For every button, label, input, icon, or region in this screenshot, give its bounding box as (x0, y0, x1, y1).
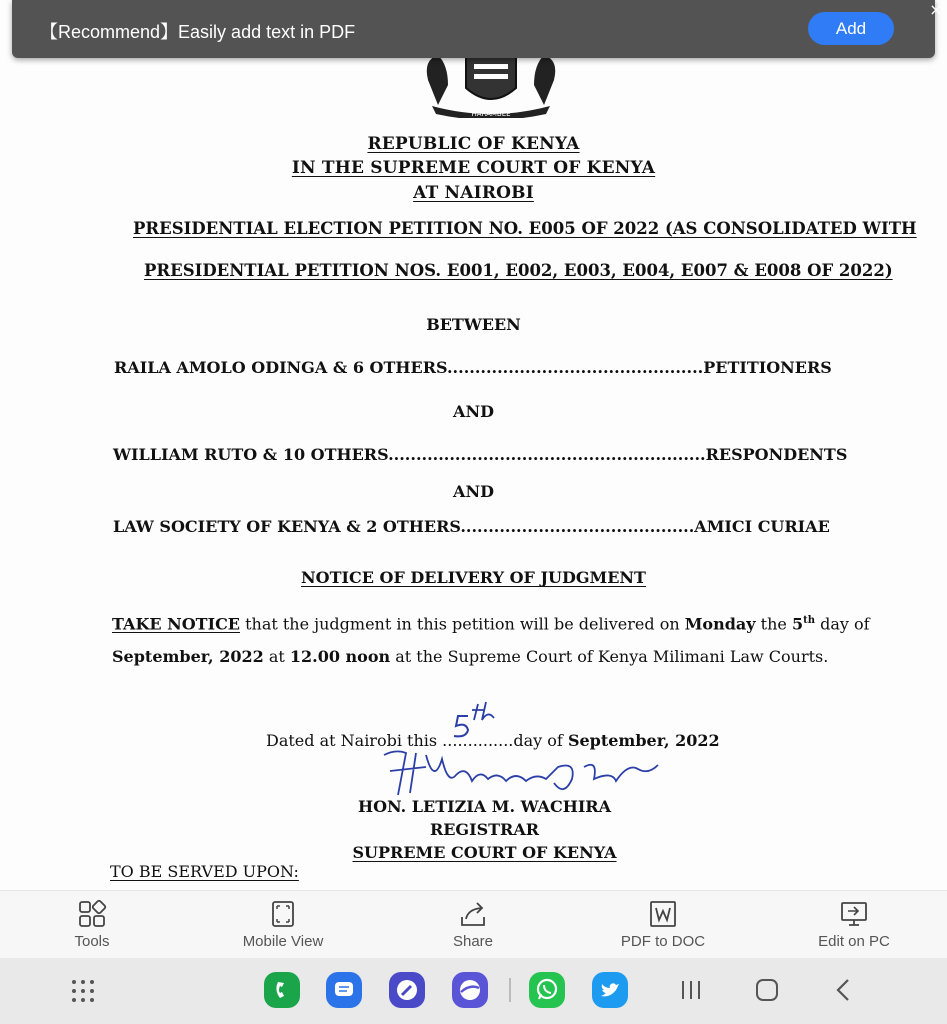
bottom-toolbar (0, 890, 947, 958)
edit-on-pc-icon (839, 899, 869, 929)
app-drawer-icon[interactable] (70, 978, 96, 1004)
signatory-title: REGISTRAR (429, 820, 540, 839)
mobile-view-label: Mobile View (242, 933, 324, 950)
header-line-1: REPUBLIC OF KENYA (367, 134, 580, 154)
share-label: Share (452, 933, 494, 950)
served-upon-label: TO BE SERVED UPON: (110, 862, 299, 881)
twitter-app-icon[interactable] (592, 972, 628, 1008)
tools-label: Tools (74, 933, 110, 950)
notice-text-4: at (263, 647, 290, 667)
notice-time: 12.00 noon (289, 647, 391, 667)
notice-text-2: the (755, 614, 792, 634)
and-label-1: AND (453, 402, 494, 421)
notice-paragraph (112, 604, 872, 673)
banner-text: 【Recommend】Easily add text in PDF (40, 22, 356, 42)
mobile-view-icon (268, 899, 298, 929)
registrar-signature (376, 745, 666, 805)
recent-apps-icon[interactable] (678, 978, 704, 1002)
petition-title-line-2: PRESIDENTIAL PETITION NOS. E001, E002, E003, E004, E007 & E008 OF 2022) (144, 261, 893, 280)
pdf-to-doc-button[interactable] (598, 891, 728, 959)
header-line-2: IN THE SUPREME COURT OF KENYA (291, 158, 656, 178)
notice-day-suffix: th (803, 615, 815, 626)
notice-day: 5 (791, 614, 804, 634)
notice-weekday: Monday (684, 614, 756, 634)
notice-title: NOTICE OF DELIVERY OF JUDGMENT (301, 568, 646, 587)
dated-date: September, 2022 (567, 731, 720, 750)
pdf-to-doc-icon (648, 899, 678, 929)
party-petitioners: RAILA AMOLO ODINGA & 6 OTHERS..............................................PETITIONERS (114, 358, 832, 377)
notice-date: September, 2022 (112, 647, 264, 667)
edit-on-pc-label: Edit on PC (818, 933, 890, 950)
messages-app-icon[interactable] (326, 972, 362, 1008)
notice-text-1: that the judgment in this petition will be delivered on (240, 614, 685, 634)
header-line-3: AT NAIROBI (413, 183, 534, 203)
phone-app-icon[interactable] (264, 972, 300, 1008)
browser-app-icon[interactable] (389, 972, 425, 1008)
between-label: BETWEEN (426, 315, 521, 334)
party-amici-curiae: LAW SOCIETY OF KENYA & 2 OTHERS..........................................AMICI CURIAE (113, 517, 830, 536)
share-icon (458, 899, 488, 929)
petition-title-line-1: PRESIDENTIAL ELECTION PETITION NO. E005 OF 2022 (AS CONSOLIDATED WITH (133, 219, 917, 238)
share-button[interactable] (408, 891, 538, 959)
tools-grid-icon (77, 899, 107, 929)
svg-text:HARAMBEE: HARAMBEE (471, 110, 511, 118)
internet-app-icon[interactable] (452, 972, 488, 1008)
home-icon[interactable] (754, 977, 780, 1003)
back-icon[interactable] (832, 977, 856, 1003)
and-label-2: AND (453, 482, 494, 501)
whatsapp-app-icon[interactable] (529, 972, 565, 1008)
signatory-org: SUPREME COURT OF KENYA (352, 843, 617, 862)
dated-prefix: Dated at Nairobi this ..............day of (266, 731, 568, 750)
take-notice-label: TAKE NOTICE (112, 614, 240, 634)
party-respondents: WILLIAM RUTO & 10 OTHERS.........................................................RESPONDENTS (113, 445, 848, 464)
edit-on-pc-button[interactable] (789, 891, 919, 959)
recommend-banner (12, 0, 943, 58)
notice-text-5: at the Supreme Court of Kenya Milimani Law Courts. (390, 647, 829, 667)
system-nav-bar (0, 958, 947, 1024)
close-icon[interactable]: × (929, 0, 943, 19)
mobile-view-button[interactable] (218, 891, 348, 959)
tools-button[interactable] (27, 891, 157, 959)
add-button[interactable]: Add (808, 12, 894, 45)
signatory-name: HON. LETIZIA M. WACHIRA (357, 797, 612, 816)
dock-divider (509, 978, 511, 1002)
notice-text-3: day of (815, 614, 870, 634)
pdf-to-doc-label: PDF to DOC (620, 933, 706, 950)
